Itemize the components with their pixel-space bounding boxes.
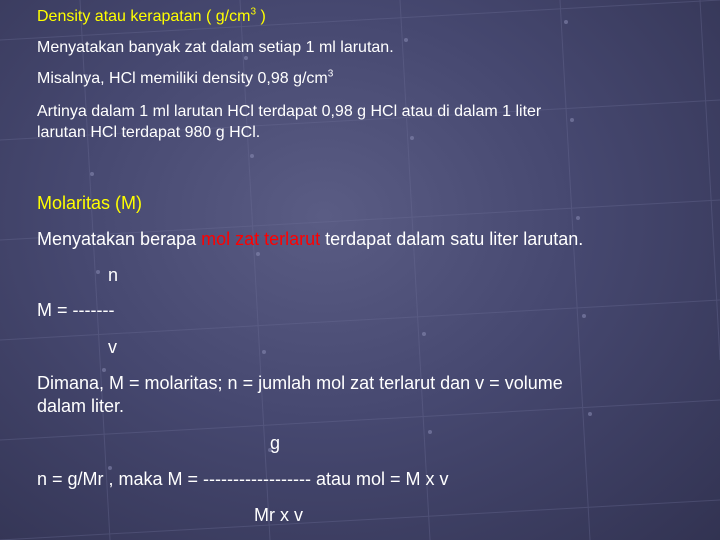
- density-meaning-line-1: Artinya dalam 1 ml larutan HCl terdapat 0,98 g HCl atau di dalam 1 liter: [37, 103, 542, 120]
- density-example-superscript: 3: [327, 68, 334, 80]
- density-title-close: ): [256, 8, 266, 25]
- formula-lhs: M = -------: [37, 300, 115, 320]
- density-example: [37, 69, 333, 89]
- explanation-line-2: dalam liter.: [37, 396, 125, 416]
- formula2-denominator: Mr x v: [254, 505, 303, 525]
- formula-denominator: v: [108, 337, 117, 357]
- density-example-text: Misalnya, HCl memiliki density 0,98 g/cm: [37, 70, 328, 87]
- formula2-line: n = g/Mr , maka M = ------------------ atau mol = M x v: [37, 469, 449, 489]
- molaritas-definition: [37, 228, 583, 250]
- density-definition: Menyatakan banyak zat dalam setiap 1 ml larutan.: [37, 39, 394, 56]
- molaritas-heading: Molaritas (M): [37, 193, 143, 213]
- molaritas-definition-post: terdapat dalam satu liter larutan.: [320, 229, 584, 249]
- molaritas-definition-highlight: mol zat terlarut: [201, 229, 321, 249]
- explanation-line-1: Dimana, M = molaritas; n = jumlah mol zat terlarut dan v = volume: [37, 373, 563, 393]
- formula2-numerator: g: [270, 433, 281, 453]
- density-meaning-line-2: larutan HCl terdapat 980 g HCl.: [37, 124, 261, 141]
- density-title-text: Density atau kerapatan ( g/cm: [37, 8, 251, 25]
- density-title: [37, 7, 266, 27]
- formula-numerator: n: [108, 265, 119, 285]
- density-title-superscript: 3: [250, 6, 256, 18]
- molaritas-definition-pre: Menyatakan berapa: [37, 229, 202, 249]
